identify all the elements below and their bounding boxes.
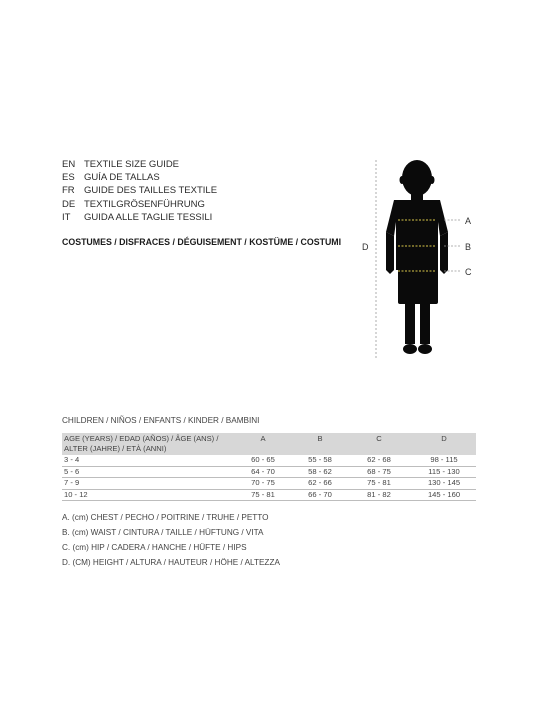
table-row — [62, 489, 476, 501]
label-d: D — [362, 242, 369, 252]
height-cell: 145 - 160 — [412, 489, 476, 501]
child-silhouette — [386, 160, 448, 354]
lang-code: IT — [62, 211, 71, 223]
height-cell: 98 - 115 — [412, 455, 476, 466]
label-c: C — [465, 267, 472, 277]
waist-cell: 62 - 66 — [294, 478, 346, 490]
lang-code: FR — [62, 185, 75, 197]
age-header-line1: AGE (YEARS) / EDAD (AÑOS) / ÂGE (ANS) / — [64, 434, 219, 443]
title-row-en — [62, 158, 217, 171]
hip-cell: 62 - 68 — [346, 455, 412, 466]
age-header-line2: ALTER (JAHRE) / ETÀ (ANNI) — [64, 444, 167, 453]
chest-cell: 60 - 65 — [232, 455, 294, 466]
chest-cell: 70 - 75 — [232, 478, 294, 490]
height-cell: 130 - 145 — [412, 478, 476, 490]
legend-item-height: D. (CM) HEIGHT / ALTURA / HAUTEUR / HÖHE / ALTEZZA — [62, 558, 280, 567]
waist-cell: 58 - 62 — [294, 466, 346, 478]
col-c-header: C — [346, 433, 412, 455]
hip-cell: 75 - 81 — [346, 478, 412, 490]
legend-item-hip: C. (cm) HIP / CADERA / HANCHE / HÜFTE / HIPS — [62, 543, 247, 552]
child-measurement-figure — [360, 150, 490, 370]
child-silhouette-diagram — [360, 150, 490, 370]
label-b: B — [465, 242, 472, 252]
height-cell: 115 - 130 — [412, 466, 476, 478]
lang-code: DE — [62, 198, 76, 210]
table-row — [62, 455, 476, 466]
size-guide-titles — [62, 158, 217, 224]
age-header — [62, 433, 232, 455]
age-cell: 3 - 4 — [62, 455, 232, 466]
col-d-header: D — [412, 433, 476, 455]
category-heading: COSTUMES / DISFRACES / DÉGUISEMENT / KOSTÜME / COSTUMI — [62, 237, 342, 247]
title-row-it — [62, 211, 217, 224]
hip-cell: 68 - 75 — [346, 466, 412, 478]
guide-title: TEXTILE SIZE GUIDE — [84, 159, 180, 170]
table-row — [62, 466, 476, 478]
legend-item-waist: B. (cm) WAIST / CINTURA / TAILLE / HÜFTUNG / VITA — [62, 528, 264, 537]
children-heading: CHILDREN / NIÑOS / ENFANTS / KINDER / BAMBINI — [62, 416, 260, 425]
lang-code: EN — [62, 159, 76, 170]
legend-item-chest: A. (cm) CHEST / PECHO / POITRINE / TRUHE / PETTO — [62, 513, 269, 522]
title-row-fr — [62, 184, 217, 197]
table-row — [62, 478, 476, 490]
guide-title: TEXTILGRÖSENFÜHRUNG — [84, 198, 205, 210]
lang-code: ES — [62, 172, 75, 184]
label-a: A — [465, 216, 472, 226]
title-row-de — [62, 198, 217, 211]
waist-cell: 55 - 58 — [294, 455, 346, 466]
age-cell: 5 - 6 — [62, 466, 232, 478]
measurement-legend — [62, 510, 280, 570]
size-table — [62, 433, 476, 501]
col-b-header: B — [294, 433, 346, 455]
title-row-es — [62, 171, 217, 184]
chest-cell: 64 - 70 — [232, 466, 294, 478]
waist-cell: 66 - 70 — [294, 489, 346, 501]
guide-title: GUIDA ALLE TAGLIE TESSILI — [84, 211, 213, 223]
guide-title: GUÍA DE TALLAS — [84, 172, 160, 184]
guide-title: GUIDE DES TAILLES TEXTILE — [84, 185, 218, 197]
age-cell: 7 - 9 — [62, 478, 232, 490]
age-cell: 10 - 12 — [62, 489, 232, 501]
chest-cell: 75 - 81 — [232, 489, 294, 501]
hip-cell: 81 - 82 — [346, 489, 412, 501]
table-header-row — [62, 433, 476, 455]
col-a-header: A — [232, 433, 294, 455]
